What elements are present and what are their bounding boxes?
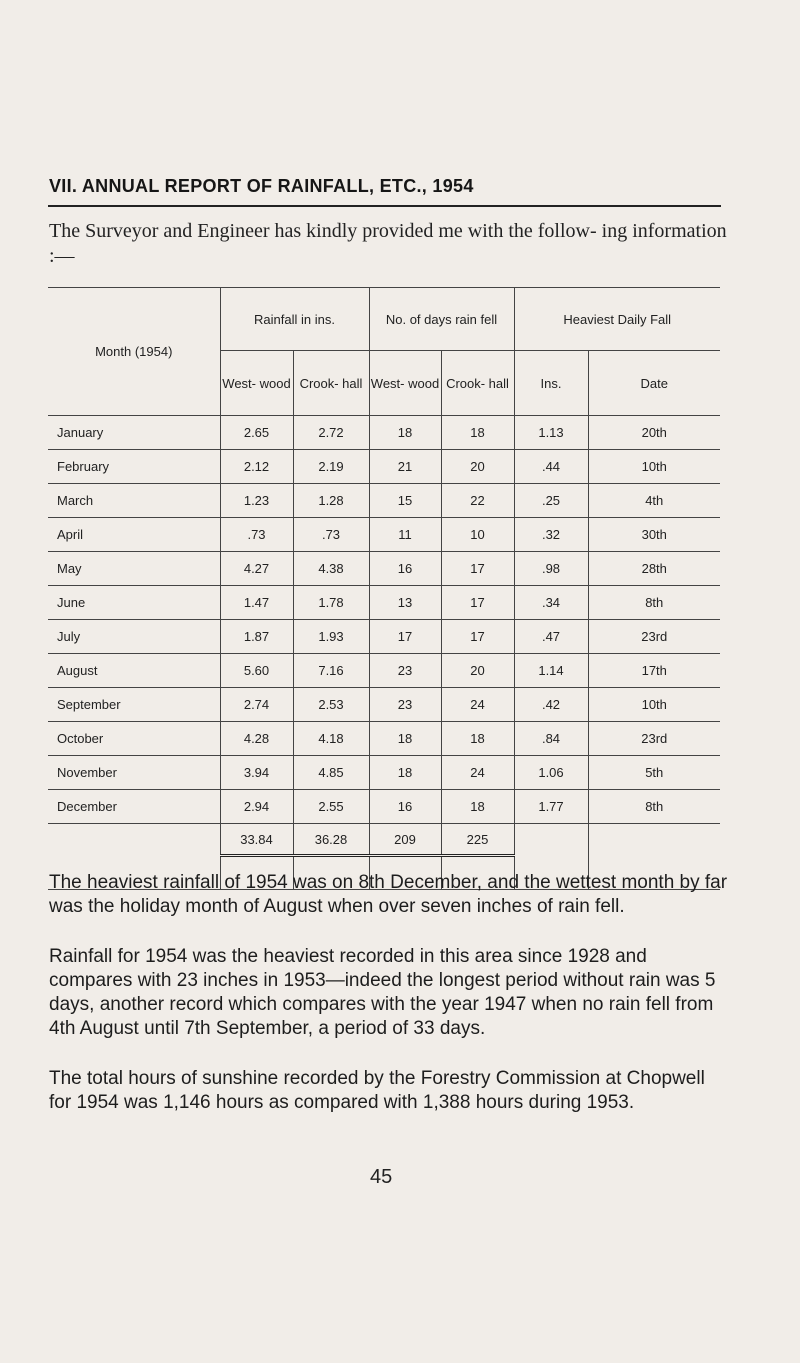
table-row: [48, 586, 720, 620]
table-row: [48, 484, 720, 518]
westwood-days-cell: 16: [369, 552, 441, 586]
crookhall-days-cell: 18: [441, 790, 514, 824]
month-cell: January: [48, 416, 220, 450]
heaviest-ins-cell: .25: [514, 484, 588, 518]
total-westwood-days: 209: [369, 824, 441, 856]
totals-row: [48, 824, 720, 856]
crookhall-rainfall-header: Crook- hall: [293, 351, 369, 416]
table-row: [48, 518, 720, 552]
crookhall-rainfall-cell: 1.28: [293, 484, 369, 518]
month-cell: June: [48, 586, 220, 620]
westwood-days-cell: 13: [369, 586, 441, 620]
westwood-days-cell: 15: [369, 484, 441, 518]
intro-paragraph: The Surveyor and Engineer has kindly provided me with the follow- ing information :—: [49, 220, 727, 267]
crookhall-days-cell: 10: [441, 518, 514, 552]
crookhall-days-cell: 24: [441, 688, 514, 722]
heading-rule: [48, 205, 721, 207]
total-crookhall-days: 225: [441, 824, 514, 856]
heaviest-group-header: Heaviest Daily Fall: [514, 288, 720, 351]
crookhall-days-cell: 18: [441, 416, 514, 450]
heaviest-ins-cell: .32: [514, 518, 588, 552]
heaviest-ins-cell: .47: [514, 620, 588, 654]
heaviest-date-cell: 17th: [588, 654, 720, 688]
westwood-days-cell: 23: [369, 688, 441, 722]
table-row: [48, 688, 720, 722]
heaviest-ins-cell: .34: [514, 586, 588, 620]
total-crookhall-rainfall: 36.28: [293, 824, 369, 856]
westwood-days-cell: 18: [369, 756, 441, 790]
crookhall-rainfall-cell: 4.85: [293, 756, 369, 790]
crookhall-days-cell: 22: [441, 484, 514, 518]
heaviest-date-cell: 28th: [588, 552, 720, 586]
heaviest-ins-cell: .42: [514, 688, 588, 722]
table-row: [48, 416, 720, 450]
westwood-days-cell: 18: [369, 722, 441, 756]
westwood-days-header: West- wood: [369, 351, 441, 416]
crookhall-rainfall-cell: 4.38: [293, 552, 369, 586]
crookhall-rainfall-cell: 1.78: [293, 586, 369, 620]
westwood-rainfall-cell: 4.27: [220, 552, 293, 586]
heaviest-ins-header: Ins.: [514, 351, 588, 416]
westwood-days-cell: 23: [369, 654, 441, 688]
crookhall-rainfall-cell: 1.93: [293, 620, 369, 654]
section-heading: VII. ANNUAL REPORT OF RAINFALL, ETC., 1954: [49, 176, 474, 196]
crookhall-rainfall-cell: .73: [293, 518, 369, 552]
westwood-rainfall-cell: 1.47: [220, 586, 293, 620]
heaviest-ins-cell: 1.13: [514, 416, 588, 450]
rainfall-group-header: Rainfall in ins.: [220, 288, 369, 351]
month-cell: December: [48, 790, 220, 824]
month-cell: February: [48, 450, 220, 484]
crookhall-rainfall-cell: 2.53: [293, 688, 369, 722]
heaviest-date-cell: 10th: [588, 688, 720, 722]
crookhall-rainfall-cell: 4.18: [293, 722, 369, 756]
heaviest-date-cell: 20th: [588, 416, 720, 450]
heaviest-date-header: Date: [588, 351, 720, 416]
heaviest-date-cell: 8th: [588, 586, 720, 620]
westwood-days-cell: 21: [369, 450, 441, 484]
crookhall-rainfall-cell: 7.16: [293, 654, 369, 688]
crookhall-days-cell: 17: [441, 586, 514, 620]
westwood-rainfall-cell: 2.65: [220, 416, 293, 450]
crookhall-rainfall-cell: 2.19: [293, 450, 369, 484]
heaviest-date-cell: 8th: [588, 790, 720, 824]
month-cell: August: [48, 654, 220, 688]
paragraph-heaviest-rainfall: The heaviest rainfall of 1954 was on 8th December, and the wettest month by far was the holiday month of August when over seven inches of rain fell.: [49, 872, 728, 917]
westwood-rainfall-cell: 1.23: [220, 484, 293, 518]
month-cell: November: [48, 756, 220, 790]
crookhall-days-cell: 18: [441, 722, 514, 756]
table-row: [48, 450, 720, 484]
heaviest-date-cell: 23rd: [588, 620, 720, 654]
month-cell: October: [48, 722, 220, 756]
crookhall-days-cell: 17: [441, 552, 514, 586]
crookhall-days-cell: 20: [441, 450, 514, 484]
heaviest-ins-cell: .44: [514, 450, 588, 484]
table-row: [48, 552, 720, 586]
heaviest-date-cell: 30th: [588, 518, 720, 552]
westwood-rainfall-cell: 1.87: [220, 620, 293, 654]
westwood-rainfall-cell: 2.94: [220, 790, 293, 824]
crookhall-rainfall-cell: 2.72: [293, 416, 369, 450]
westwood-days-cell: 16: [369, 790, 441, 824]
westwood-days-cell: 18: [369, 416, 441, 450]
page-number: 45: [370, 1166, 393, 1188]
table-row: [48, 756, 720, 790]
table-row: [48, 722, 720, 756]
paragraph-record-rainfall: Rainfall for 1954 was the heaviest recorded in this area since 1928 and compares with 23 inches in 1953—indeed the longest period without rain was 5 days, another record which compares with the year 1947 when no rain fell from 4th August until 7th September, a period of 33 days.: [49, 946, 716, 1039]
crookhall-days-cell: 24: [441, 756, 514, 790]
heaviest-ins-cell: 1.14: [514, 654, 588, 688]
westwood-rainfall-cell: 2.12: [220, 450, 293, 484]
westwood-rainfall-cell: .73: [220, 518, 293, 552]
days-group-header: No. of days rain fell: [369, 288, 514, 351]
westwood-days-cell: 11: [369, 518, 441, 552]
month-cell: July: [48, 620, 220, 654]
paragraph-sunshine: The total hours of sunshine recorded by the Forestry Commission at Chopwell for 1954 was 1,146 hours as compared with 1,388 hours during 1953.: [49, 1068, 705, 1113]
month-header: Month (1954): [48, 288, 220, 416]
table-row: [48, 790, 720, 824]
crookhall-rainfall-cell: 2.55: [293, 790, 369, 824]
heaviest-ins-cell: 1.77: [514, 790, 588, 824]
heaviest-ins-cell: 1.06: [514, 756, 588, 790]
month-cell: March: [48, 484, 220, 518]
crookhall-days-header: Crook- hall: [441, 351, 514, 416]
heaviest-date-cell: 23rd: [588, 722, 720, 756]
crookhall-days-cell: 17: [441, 620, 514, 654]
month-cell: September: [48, 688, 220, 722]
heaviest-date-cell: 10th: [588, 450, 720, 484]
total-westwood-rainfall: 33.84: [220, 824, 293, 856]
month-cell: May: [48, 552, 220, 586]
crookhall-days-cell: 20: [441, 654, 514, 688]
table-row: [48, 620, 720, 654]
heaviest-date-cell: 5th: [588, 756, 720, 790]
totals-label-cell: [48, 824, 220, 856]
westwood-rainfall-cell: 4.28: [220, 722, 293, 756]
rainfall-table: [48, 287, 720, 890]
westwood-rainfall-cell: 3.94: [220, 756, 293, 790]
westwood-rainfall-cell: 2.74: [220, 688, 293, 722]
heaviest-ins-cell: .98: [514, 552, 588, 586]
westwood-rainfall-cell: 5.60: [220, 654, 293, 688]
month-cell: April: [48, 518, 220, 552]
heaviest-ins-cell: .84: [514, 722, 588, 756]
heaviest-date-cell: 4th: [588, 484, 720, 518]
table-row: [48, 654, 720, 688]
westwood-rainfall-header: West- wood: [220, 351, 293, 416]
westwood-days-cell: 17: [369, 620, 441, 654]
